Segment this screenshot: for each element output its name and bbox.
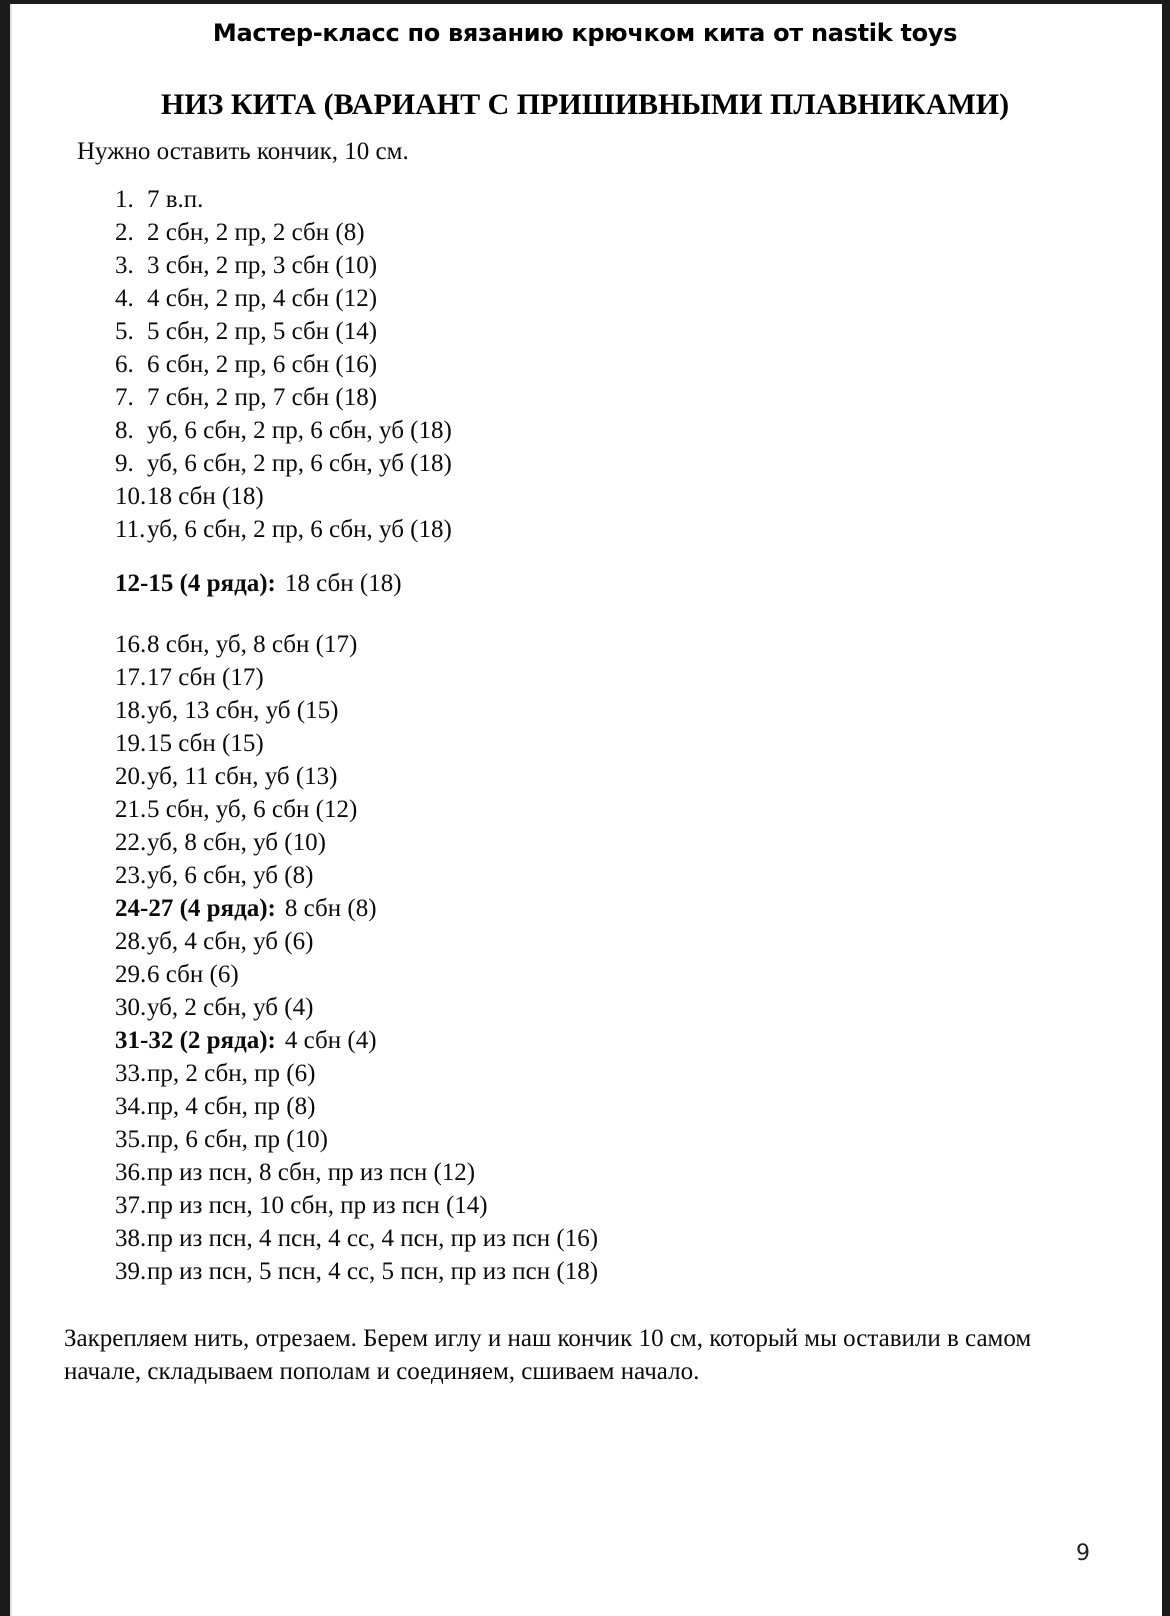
pattern-row-39	[115, 1255, 598, 1288]
row-instructions: пр, 6 сбн, пр (10)	[147, 1126, 328, 1153]
pattern-range-12-15	[115, 567, 598, 600]
pattern-row-37	[115, 1189, 598, 1222]
right-frame-bar	[1162, 0, 1170, 1616]
range-label: 31-32 (2 ряда):	[115, 1027, 276, 1054]
range-label: 24-27 (4 ряда):	[115, 895, 276, 922]
pattern-row-3	[115, 249, 598, 282]
pattern-row-18	[115, 694, 598, 727]
pattern-range-31-32	[115, 1024, 598, 1057]
row-number: 22.	[115, 829, 147, 856]
closing-line-1: Закрепляем нить, отрезаем. Берем иглу и наш кончик 10 см, который мы оставили в самом	[64, 1325, 1032, 1352]
row-instructions: 2 сбн, 2 пр, 2 сбн (8)	[147, 219, 365, 246]
row-instructions: 18 сбн (18)	[284, 570, 402, 597]
pattern-row-11	[115, 513, 598, 546]
row-number: 36.	[115, 1159, 147, 1186]
row-instructions: 18 сбн (18)	[147, 483, 264, 510]
pattern-list	[115, 183, 598, 1288]
row-instructions: уб, 13 сбн, уб (15)	[147, 697, 339, 724]
pattern-row-16	[115, 628, 598, 661]
pattern-row-33	[115, 1057, 598, 1090]
row-number: 4.	[115, 285, 134, 312]
intro-text: Нужно оставить кончик, 10 см.	[77, 138, 409, 165]
row-instructions: 15 сбн (15)	[147, 730, 264, 757]
pattern-row-19	[115, 727, 598, 760]
row-number: 3.	[115, 252, 134, 279]
row-instructions: 5 сбн, 2 пр, 5 сбн (14)	[147, 318, 378, 345]
row-number: 11.	[115, 516, 146, 543]
row-instructions: уб, 6 сбн, 2 пр, 6 сбн, уб (18)	[147, 417, 452, 444]
row-instructions: 4 сбн, 2 пр, 4 сбн (12)	[147, 285, 378, 312]
pattern-row-22	[115, 826, 598, 859]
row-number: 38.	[115, 1225, 147, 1252]
row-instructions: пр из псн, 4 псн, 4 сс, 4 псн, пр из псн (16)	[147, 1225, 599, 1252]
pattern-row-4	[115, 282, 598, 315]
row-number: 19.	[115, 730, 147, 757]
row-instructions: 6 сбн, 2 пр, 6 сбн (16)	[147, 351, 378, 378]
pattern-row-30	[115, 991, 598, 1024]
row-instructions: уб, 2 сбн, уб (4)	[147, 994, 314, 1021]
pattern-row-8	[115, 414, 598, 447]
row-instructions: уб, 6 сбн, 2 пр, 6 сбн, уб (18)	[147, 450, 452, 477]
row-instructions: 8 сбн, уб, 8 сбн (17)	[147, 631, 358, 658]
row-number: 39.	[115, 1258, 147, 1285]
row-number: 35.	[115, 1126, 147, 1153]
row-number: 10.	[115, 483, 147, 510]
row-number: 37.	[115, 1192, 147, 1219]
row-instructions: 6 сбн (6)	[147, 961, 239, 988]
row-number: 29.	[115, 961, 147, 988]
pattern-row-17	[115, 661, 598, 694]
row-number: 2.	[115, 219, 134, 246]
pattern-row-20	[115, 760, 598, 793]
row-instructions: уб, 8 сбн, уб (10)	[147, 829, 326, 856]
row-instructions: 8 сбн (8)	[284, 895, 377, 922]
row-instructions: пр из псн, 5 псн, 4 сс, 5 псн, пр из псн (18)	[147, 1258, 599, 1285]
row-instructions: 5 сбн, уб, 6 сбн (12)	[147, 796, 358, 823]
row-instructions: пр, 2 сбн, пр (6)	[147, 1060, 316, 1087]
document-title: Мастер-класс по вязанию крючком кита от nastik toys	[212, 19, 958, 47]
row-instructions: 7 в.п.	[147, 186, 204, 213]
row-number: 23.	[115, 862, 147, 889]
row-instructions: уб, 11 сбн, уб (13)	[147, 763, 338, 790]
pattern-row-9	[115, 447, 598, 480]
pattern-row-5	[115, 315, 598, 348]
pattern-row-7	[115, 381, 598, 414]
row-number: 21.	[115, 796, 147, 823]
pattern-range-24-27	[115, 892, 598, 925]
row-number: 8.	[115, 417, 134, 444]
row-instructions: уб, 6 сбн, уб (8)	[147, 862, 314, 889]
pattern-row-23	[115, 859, 598, 892]
pattern-row-29	[115, 958, 598, 991]
row-number: 6.	[115, 351, 134, 378]
row-number: 16.	[115, 631, 147, 658]
closing-line-2: начале, складываем пополам и соединяем, сшиваем начало.	[64, 1358, 700, 1385]
top-frame-bar	[0, 0, 1170, 4]
pattern-row-35	[115, 1123, 598, 1156]
row-number: 34.	[115, 1093, 147, 1120]
section-heading: НИЗ КИТА (ВАРИАНТ С ПРИШИВНЫМИ ПЛАВНИКАМИ)	[160, 88, 1010, 121]
row-instructions: пр из псн, 8 сбн, пр из псн (12)	[147, 1159, 476, 1186]
pattern-row-1	[115, 183, 598, 216]
range-label: 12-15 (4 ряда):	[115, 570, 276, 597]
row-instructions: 7 сбн, 2 пр, 7 сбн (18)	[147, 384, 378, 411]
pattern-row-38	[115, 1222, 598, 1255]
row-number: 28.	[115, 928, 147, 955]
row-number: 1.	[115, 186, 134, 213]
pattern-row-28	[115, 925, 598, 958]
pattern-row-6	[115, 348, 598, 381]
pattern-row-10	[115, 480, 598, 513]
pattern-row-34	[115, 1090, 598, 1123]
pattern-row-2	[115, 216, 598, 249]
row-number: 18.	[115, 697, 147, 724]
left-frame-bar	[0, 0, 10, 1616]
row-number: 20.	[115, 763, 147, 790]
page-number: 9	[1076, 1541, 1090, 1566]
row-instructions: 3 сбн, 2 пр, 3 сбн (10)	[147, 252, 378, 279]
row-number: 30.	[115, 994, 147, 1021]
row-instructions: 4 сбн (4)	[284, 1027, 377, 1054]
pattern-row-36	[115, 1156, 598, 1189]
row-number: 33.	[115, 1060, 147, 1087]
row-instructions: 17 сбн (17)	[147, 664, 264, 691]
row-number: 9.	[115, 450, 134, 477]
row-instructions: уб, 4 сбн, уб (6)	[147, 928, 314, 955]
row-number: 5.	[115, 318, 134, 345]
row-number: 7.	[115, 384, 134, 411]
row-instructions: пр из псн, 10 сбн, пр из псн (14)	[147, 1192, 488, 1219]
row-instructions: уб, 6 сбн, 2 пр, 6 сбн, уб (18)	[147, 516, 452, 543]
page-edge-shadow	[10, 0, 12, 1616]
pattern-row-21	[115, 793, 598, 826]
row-instructions: пр, 4 сбн, пр (8)	[147, 1093, 316, 1120]
row-number: 17.	[115, 664, 147, 691]
closing-paragraph	[64, 1322, 1084, 1388]
